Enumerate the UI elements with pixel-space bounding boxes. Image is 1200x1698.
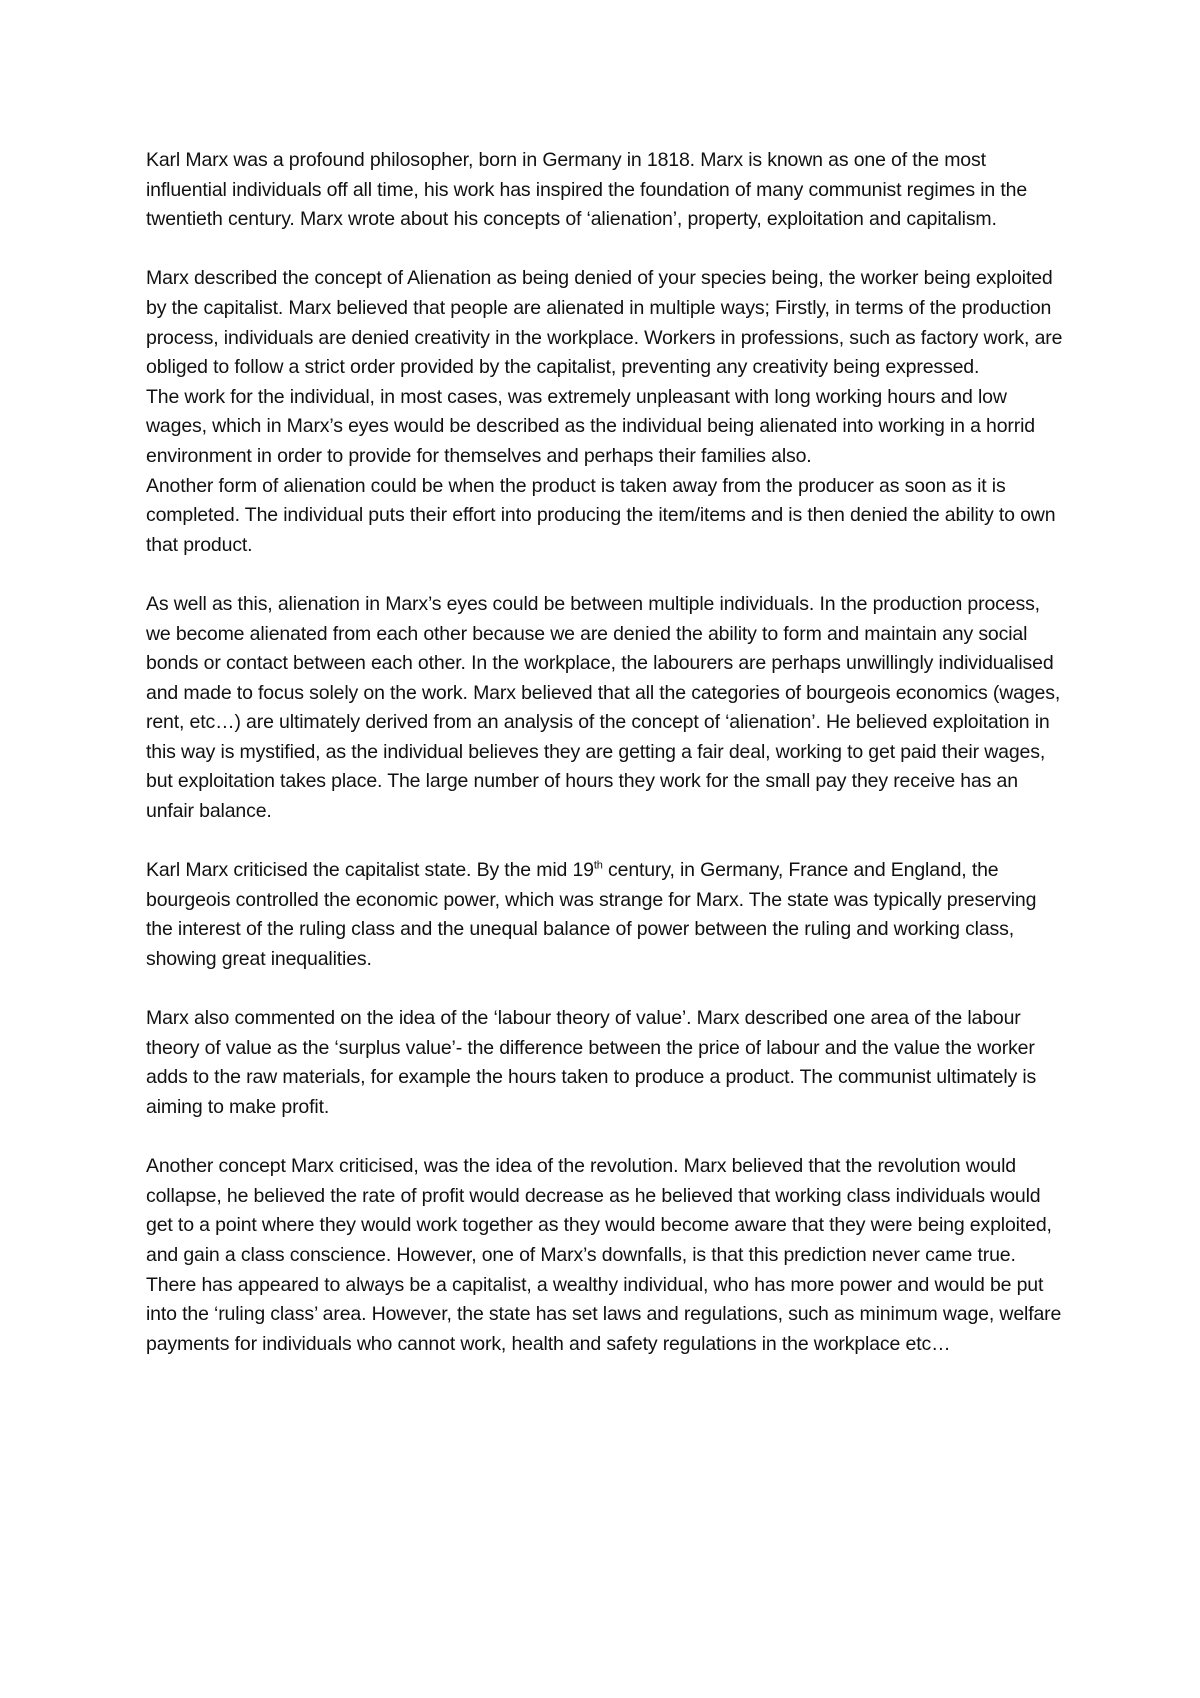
paragraph-product-alienation: Another form of alienation could be when the product is taken away from the producer as soon as it is completed. The individual puts their effort into producing the item/items and is then denied the ability to own that product. bbox=[146, 474, 1056, 556]
paragraph-capitalist-state bbox=[146, 856, 1066, 974]
paragraph-alienation-definition: Marx described the concept of Alienation as being denied of your species being, the worker being exploited by the capitalist. Marx believed that people are alienated in multiple ways; Firstly, in terms of the production process, individuals are denied creativity in the workplace. Workers in professions, such as factory work, are obliged to follow a strict order provided by the capitalist, preventing any creativity being expressed. bbox=[146, 267, 1063, 379]
paragraph-alienation-between-individuals: As well as this, alienation in Marx’s eyes could be between multiple individuals. In the production process, we become alienated from each other because we are denied the ability to form and maintain any social bonds or contact between each other. In the workplace, the labourers are perhaps unwillingly individualised and made to focus solely on the work. Marx believed that all the categories of bourgeois economics (wages, rent, etc…) are ultimately derived from an analysis of the concept of ‘alienation’. He believed exploitation in this way is mystified, as the individual believes they are getting a fair deal, working to get paid their wages, but exploitation takes place. The large number of hours they work for the small pay they receive has an unfair balance. bbox=[146, 592, 1061, 823]
paragraph-labour-theory-of-value: Marx also commented on the idea of the ‘labour theory of value’. Marx described one area of the labour theory of value as the ‘surplus value’- the difference between the price of labour and the value the worker adds to the raw materials, for example the hours taken to produce a product. The communist ultimately is aiming to make profit. bbox=[146, 1007, 1037, 1118]
paragraph-intro: Karl Marx was a profound philosopher, born in Germany in 1818. Marx is known as one of the most influential individuals off all time, his work has inspired the foundation of many communist regimes in the twentieth century. Marx wrote about his concepts of ‘alienation’, property, exploitation and capitalism. bbox=[146, 149, 1028, 231]
capitalist-state-text-after: century, in Germany, France and England, the bourgeois controlled the economic power, which was strange for Marx. The state was typically preserving the interest of the ruling class and the unequal balance of power between the ruling and working class, showing great inequalities. bbox=[146, 859, 1037, 971]
ordinal-superscript: th bbox=[593, 859, 603, 872]
document-body bbox=[146, 146, 1066, 1359]
capitalist-state-text-before: Karl Marx criticised the capitalist state. By the mid 19 bbox=[146, 859, 594, 882]
paragraph-working-conditions: The work for the individual, in most cases, was extremely unpleasant with long working hours and low wages, which in Marx’s eyes would be described as the individual being alienated into working in a horrid environment in order to provide for themselves and perhaps their families also. bbox=[146, 385, 1035, 467]
paragraph-revolution: Another concept Marx criticised, was the idea of the revolution. Marx believed that the revolution would collapse, he believed the rate of profit would decrease as he believed that working class individuals would get to a point where they would work together as they would become aware that they were being exploited, and gain a class conscience. However, one of Marx’s downfalls, is that this prediction never came true. There has appeared to always be a capitalist, a wealthy individual, who has more power and would be put into the ‘ruling class’ area. However, the state has set laws and regulations, such as minimum wage, welfare payments for individuals who cannot work, health and safety regulations in the workplace etc… bbox=[146, 1155, 1062, 1355]
